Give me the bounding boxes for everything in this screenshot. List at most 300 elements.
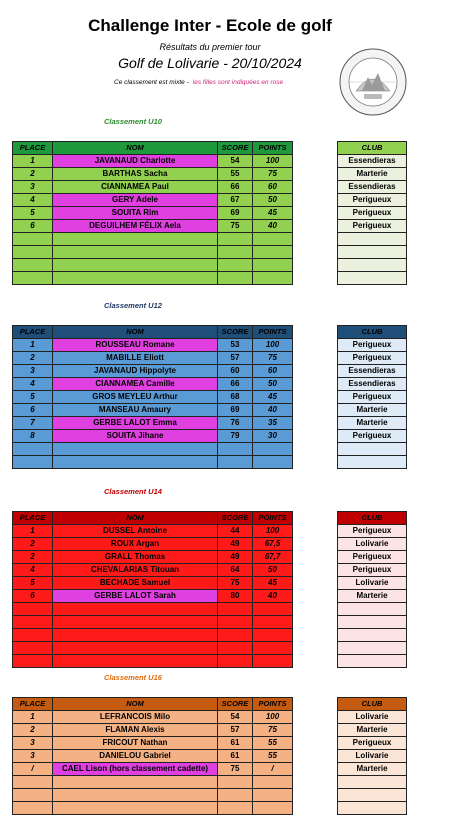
header-club: CLUB	[338, 698, 407, 711]
club-row	[338, 525, 407, 538]
cell-score: 76	[218, 417, 253, 430]
table-row	[13, 525, 293, 538]
empty-cell	[13, 272, 53, 285]
cell-place: 7	[13, 417, 53, 430]
club-row	[338, 168, 407, 181]
empty-cell	[53, 802, 218, 815]
cell-points: 100	[253, 155, 293, 168]
cell-place: 2	[13, 724, 53, 737]
note-girls-pink: les filles sont indiquées en rose	[192, 79, 284, 86]
table-row	[13, 181, 293, 194]
empty-cell	[218, 456, 253, 469]
cell-score: 61	[218, 737, 253, 750]
empty-cell	[218, 776, 253, 789]
table-row	[13, 220, 293, 233]
cell-score: 66	[218, 181, 253, 194]
cell-score: 53	[218, 339, 253, 352]
cell-place: 6	[13, 220, 53, 233]
cell-nom: CIANNAMEA Camille	[53, 378, 218, 391]
empty-cell	[53, 246, 218, 259]
club-row	[338, 430, 407, 443]
cell-place: 6	[13, 404, 53, 417]
empty-club-row	[338, 603, 407, 616]
cell-nom: CHEVALARIAS Titouan	[53, 564, 218, 577]
club-table	[337, 697, 407, 815]
empty-cell	[53, 776, 218, 789]
table-row	[13, 168, 293, 181]
empty-cell	[13, 802, 53, 815]
empty-cell	[53, 789, 218, 802]
cell-club: Perigueux	[338, 339, 407, 352]
cell-nom: DEGUILHEM FÉLIX Aela	[53, 220, 218, 233]
empty-club-row	[338, 776, 407, 789]
cell-nom: SOUITA Jihane	[53, 430, 218, 443]
section-title: Classement U10	[104, 117, 162, 126]
cell-club: Marterie	[338, 590, 407, 603]
empty-club-row	[338, 246, 407, 259]
cell-points: 45	[253, 207, 293, 220]
cell-club: Lolivarie	[338, 750, 407, 763]
cell-points: 50	[253, 378, 293, 391]
empty-cell	[53, 272, 218, 285]
empty-club-row	[338, 802, 407, 815]
cell-club: Lolivarie	[338, 711, 407, 724]
empty-cell	[218, 789, 253, 802]
empty-cell	[218, 233, 253, 246]
cell-score: 68	[218, 391, 253, 404]
table-row	[13, 750, 293, 763]
cell-score: 44	[218, 525, 253, 538]
cell-score: 57	[218, 724, 253, 737]
table-row	[13, 577, 293, 590]
cell-nom: FRICOUT Nathan	[53, 737, 218, 750]
cell-place: /	[13, 763, 53, 776]
club-row	[338, 207, 407, 220]
empty-club-cell	[338, 629, 407, 642]
empty-cell	[253, 456, 293, 469]
cell-points: 100	[253, 711, 293, 724]
empty-cell	[218, 443, 253, 456]
cell-place: 1	[13, 339, 53, 352]
cell-club: Perigueux	[338, 525, 407, 538]
cell-score: 80	[218, 590, 253, 603]
club-row	[338, 551, 407, 564]
club-row	[338, 339, 407, 352]
empty-cell	[218, 642, 253, 655]
cell-place: 3	[13, 737, 53, 750]
section-title: Classement U16	[104, 673, 162, 682]
club-row	[338, 417, 407, 430]
cell-score: 57	[218, 352, 253, 365]
empty-club-cell	[338, 642, 407, 655]
cell-points: 40	[253, 220, 293, 233]
ranking-table	[12, 141, 293, 285]
table-row	[13, 417, 293, 430]
empty-cell	[253, 642, 293, 655]
header-score: SCORE	[218, 698, 253, 711]
empty-club-cell	[338, 246, 407, 259]
header-place: PLACE	[13, 698, 53, 711]
cell-place: 1	[13, 155, 53, 168]
cell-points: 40	[253, 590, 293, 603]
empty-cell	[218, 259, 253, 272]
cell-place: 5	[13, 391, 53, 404]
cell-points: 30	[253, 430, 293, 443]
cell-score: 49	[218, 538, 253, 551]
header-club: CLUB	[338, 142, 407, 155]
header-club: CLUB	[338, 512, 407, 525]
ranking-table	[12, 697, 293, 815]
empty-club-row	[338, 789, 407, 802]
empty-cell	[53, 642, 218, 655]
cell-points: 45	[253, 577, 293, 590]
empty-cell	[218, 629, 253, 642]
cell-points: 40	[253, 404, 293, 417]
empty-row	[13, 443, 293, 456]
empty-cell	[13, 246, 53, 259]
empty-cell	[253, 616, 293, 629]
empty-club-cell	[338, 802, 407, 815]
empty-row	[13, 776, 293, 789]
cell-score: 49	[218, 551, 253, 564]
empty-cell	[218, 616, 253, 629]
empty-club-row	[338, 259, 407, 272]
cell-points: 75	[253, 724, 293, 737]
cell-nom: DANIELOU Gabriel	[53, 750, 218, 763]
empty-row	[13, 789, 293, 802]
header-nom: NOM	[53, 512, 218, 525]
empty-cell	[13, 456, 53, 469]
cell-place: 3	[13, 365, 53, 378]
cell-place: 5	[13, 577, 53, 590]
cell-club: Perigueux	[338, 194, 407, 207]
cell-place: 5	[13, 207, 53, 220]
empty-row	[13, 272, 293, 285]
cell-place: 1	[13, 711, 53, 724]
cell-points: 67,5	[253, 538, 293, 551]
empty-cell	[253, 655, 293, 668]
table-row	[13, 551, 293, 564]
cell-nom: GERBE LALOT Sarah	[53, 590, 218, 603]
venue-date: Golf de Lolivarie - 20/10/2024	[118, 55, 302, 71]
empty-club-row	[338, 443, 407, 456]
cell-place: 3	[13, 181, 53, 194]
empty-cell	[253, 789, 293, 802]
page-title: Challenge Inter - Ecole de golf	[88, 16, 332, 35]
cell-score: 75	[218, 220, 253, 233]
cell-points: 55	[253, 737, 293, 750]
cell-place: 4	[13, 378, 53, 391]
empty-club-cell	[338, 233, 407, 246]
cell-club: Essendieras	[338, 155, 407, 168]
table-row	[13, 194, 293, 207]
cell-club: Perigueux	[338, 391, 407, 404]
table-row	[13, 207, 293, 220]
club-row	[338, 564, 407, 577]
table-row	[13, 724, 293, 737]
empty-row	[13, 603, 293, 616]
cell-place: 2	[13, 538, 53, 551]
empty-cell	[53, 456, 218, 469]
empty-club-cell	[338, 456, 407, 469]
cell-nom: MABILLE Eliott	[53, 352, 218, 365]
cell-nom: SOUITA Rim	[53, 207, 218, 220]
empty-club-row	[338, 616, 407, 629]
cell-score: 54	[218, 155, 253, 168]
cell-club: Marterie	[338, 404, 407, 417]
header-points: POINTS	[253, 512, 293, 525]
empty-cell	[13, 443, 53, 456]
cell-club: Perigueux	[338, 207, 407, 220]
cell-points: 100	[253, 339, 293, 352]
club-row	[338, 724, 407, 737]
club-row	[338, 538, 407, 551]
empty-club-row	[338, 233, 407, 246]
section-title: Classement U14	[104, 487, 162, 496]
empty-cell	[218, 246, 253, 259]
empty-cell	[13, 655, 53, 668]
club-row	[338, 737, 407, 750]
empty-cell	[253, 443, 293, 456]
header-place: PLACE	[13, 142, 53, 155]
header-points: POINTS	[253, 326, 293, 339]
cell-club: Perigueux	[338, 564, 407, 577]
cell-points: 67,7	[253, 551, 293, 564]
cell-place: 2	[13, 168, 53, 181]
empty-cell	[13, 616, 53, 629]
cell-points: 50	[253, 194, 293, 207]
empty-cell	[53, 603, 218, 616]
header-points: POINTS	[253, 142, 293, 155]
empty-club-row	[338, 655, 407, 668]
empty-club-cell	[338, 776, 407, 789]
header-points: POINTS	[253, 698, 293, 711]
cell-points: /	[253, 763, 293, 776]
club-row	[338, 711, 407, 724]
empty-row	[13, 802, 293, 815]
cell-nom: DUSSEL Antoine	[53, 525, 218, 538]
cell-score: 75	[218, 577, 253, 590]
mixed-ranking-note	[114, 79, 283, 86]
table-row	[13, 430, 293, 443]
club-row	[338, 763, 407, 776]
empty-cell	[253, 603, 293, 616]
cell-nom: GROS MEYLEU Arthur	[53, 391, 218, 404]
cell-club: Perigueux	[338, 352, 407, 365]
table-row	[13, 564, 293, 577]
cell-club: Lolivarie	[338, 577, 407, 590]
cell-place: 4	[13, 194, 53, 207]
cell-nom: MANSEAU Amaury	[53, 404, 218, 417]
empty-row	[13, 642, 293, 655]
cell-nom: GERBE LALOT Emma	[53, 417, 218, 430]
header-score: SCORE	[218, 326, 253, 339]
table-row	[13, 352, 293, 365]
header-nom: NOM	[53, 142, 218, 155]
table-row	[13, 711, 293, 724]
empty-club-cell	[338, 259, 407, 272]
table-row	[13, 763, 293, 776]
empty-club-cell	[338, 603, 407, 616]
empty-cell	[218, 272, 253, 285]
cell-club: Perigueux	[338, 737, 407, 750]
club-table	[337, 325, 407, 469]
cell-nom: JAVANAUD Charlotte	[53, 155, 218, 168]
empty-row	[13, 629, 293, 642]
table-row	[13, 155, 293, 168]
empty-cell	[218, 603, 253, 616]
empty-cell	[53, 443, 218, 456]
table-row	[13, 339, 293, 352]
empty-cell	[253, 233, 293, 246]
cell-points: 100	[253, 525, 293, 538]
cell-points: 50	[253, 564, 293, 577]
empty-club-cell	[338, 789, 407, 802]
cell-score: 66	[218, 378, 253, 391]
empty-row	[13, 655, 293, 668]
cell-nom: GRALL Thomas	[53, 551, 218, 564]
cell-points: 75	[253, 168, 293, 181]
cell-points: 35	[253, 417, 293, 430]
empty-cell	[253, 629, 293, 642]
empty-row	[13, 456, 293, 469]
club-row	[338, 391, 407, 404]
cell-nom: ROUSSEAU Romane	[53, 339, 218, 352]
empty-cell	[13, 259, 53, 272]
committee-logo	[338, 47, 408, 117]
cell-club: Perigueux	[338, 551, 407, 564]
cell-score: 55	[218, 168, 253, 181]
cell-club: Marterie	[338, 763, 407, 776]
empty-club-cell	[338, 655, 407, 668]
empty-cell	[253, 259, 293, 272]
cell-score: 79	[218, 430, 253, 443]
header-place: PLACE	[13, 326, 53, 339]
note-text: Ce classement est mixte -	[114, 79, 189, 86]
empty-cell	[13, 603, 53, 616]
empty-cell	[13, 789, 53, 802]
table-row	[13, 365, 293, 378]
cell-place: 3	[13, 750, 53, 763]
table-row	[13, 404, 293, 417]
empty-cell	[13, 776, 53, 789]
empty-cell	[218, 802, 253, 815]
club-row	[338, 750, 407, 763]
cell-points: 60	[253, 365, 293, 378]
club-table	[337, 511, 407, 668]
cell-place: 1	[13, 525, 53, 538]
cell-points: 55	[253, 750, 293, 763]
cell-club: Marterie	[338, 417, 407, 430]
header-score: SCORE	[218, 142, 253, 155]
cell-nom: JAVANAUD Hippolyte	[53, 365, 218, 378]
ranking-table	[12, 325, 293, 469]
club-row	[338, 365, 407, 378]
club-row	[338, 590, 407, 603]
empty-cell	[253, 272, 293, 285]
empty-row	[13, 616, 293, 629]
cell-score: 54	[218, 711, 253, 724]
cell-place: 2	[13, 551, 53, 564]
empty-club-row	[338, 642, 407, 655]
cell-club: Marterie	[338, 168, 407, 181]
empty-cell	[53, 655, 218, 668]
empty-cell	[218, 655, 253, 668]
club-row	[338, 404, 407, 417]
cell-club: Marterie	[338, 724, 407, 737]
empty-cell	[53, 233, 218, 246]
cell-place: 8	[13, 430, 53, 443]
empty-club-cell	[338, 616, 407, 629]
empty-cell	[53, 616, 218, 629]
empty-cell	[253, 246, 293, 259]
table-row	[13, 590, 293, 603]
empty-cell	[13, 642, 53, 655]
empty-cell	[53, 629, 218, 642]
empty-cell	[253, 776, 293, 789]
empty-row	[13, 259, 293, 272]
club-row	[338, 577, 407, 590]
cell-nom: LEFRANCOIS Milo	[53, 711, 218, 724]
cell-nom: CIANNAMEA Paul	[53, 181, 218, 194]
empty-club-cell	[338, 272, 407, 285]
header-nom: NOM	[53, 326, 218, 339]
table-row	[13, 737, 293, 750]
table-row	[13, 378, 293, 391]
header-club: CLUB	[338, 326, 407, 339]
cell-points: 75	[253, 352, 293, 365]
cell-club: Essendieras	[338, 378, 407, 391]
cell-points: 60	[253, 181, 293, 194]
table-row	[13, 391, 293, 404]
cell-place: 4	[13, 564, 53, 577]
club-row	[338, 352, 407, 365]
empty-row	[13, 246, 293, 259]
ranking-table	[12, 511, 293, 668]
empty-club-cell	[338, 443, 407, 456]
cell-place: 6	[13, 590, 53, 603]
cell-score: 67	[218, 194, 253, 207]
page-subtitle: Résultats du premier tour	[159, 42, 261, 52]
empty-row	[13, 233, 293, 246]
cell-nom: ROUX Argan	[53, 538, 218, 551]
club-row	[338, 155, 407, 168]
empty-cell	[253, 802, 293, 815]
empty-cell	[53, 259, 218, 272]
club-row	[338, 181, 407, 194]
cell-score: 69	[218, 207, 253, 220]
club-row	[338, 378, 407, 391]
header-place: PLACE	[13, 512, 53, 525]
header-score: SCORE	[218, 512, 253, 525]
empty-club-row	[338, 456, 407, 469]
cell-place: 2	[13, 352, 53, 365]
empty-cell	[13, 629, 53, 642]
cell-club: Lolivarie	[338, 538, 407, 551]
cell-score: 69	[218, 404, 253, 417]
cell-score: 75	[218, 763, 253, 776]
cell-nom: CAEL Lison (hors classement cadette)	[53, 763, 218, 776]
cell-score: 61	[218, 750, 253, 763]
empty-club-row	[338, 272, 407, 285]
cell-nom: BECHADE Samuel	[53, 577, 218, 590]
cell-points: 45	[253, 391, 293, 404]
cell-score: 60	[218, 365, 253, 378]
cell-club: Essendieras	[338, 365, 407, 378]
cell-club: Perigueux	[338, 430, 407, 443]
cell-club: Essendieras	[338, 181, 407, 194]
cell-score: 64	[218, 564, 253, 577]
